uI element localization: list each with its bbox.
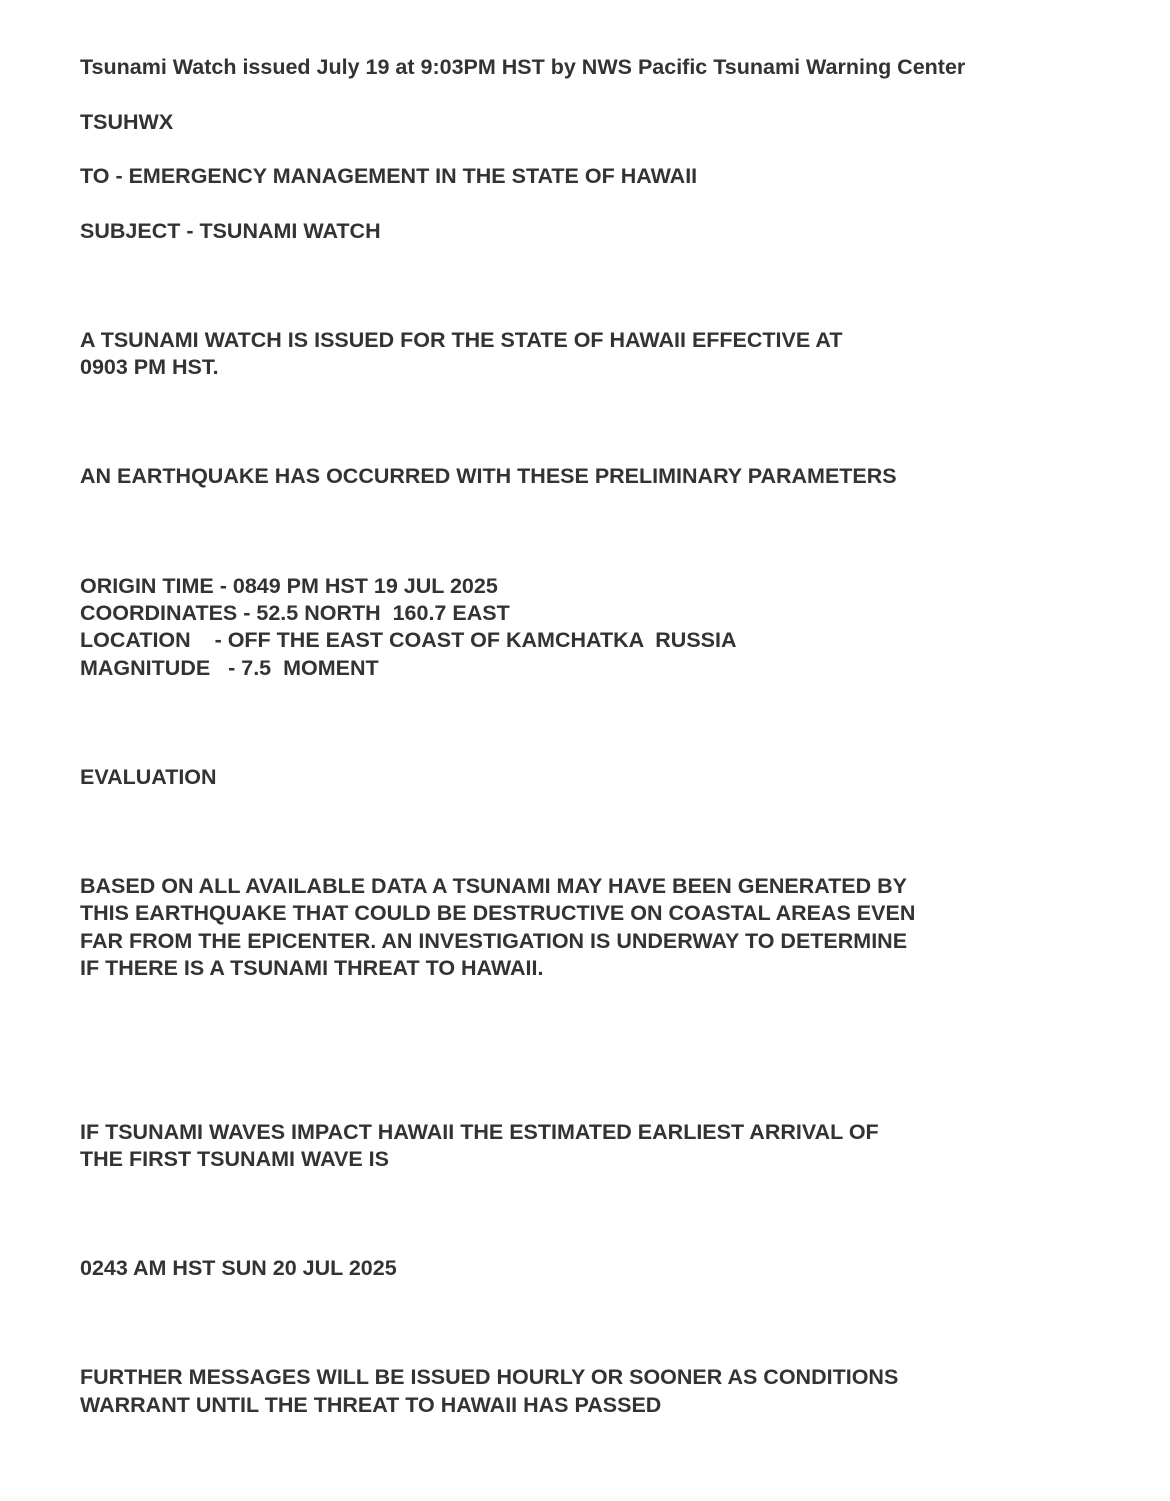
parameter-location: LOCATION - OFF THE EAST COAST OF KAMCHATKA RUSSIA bbox=[80, 628, 737, 653]
earthquake-parameters bbox=[80, 518, 1140, 736]
arrival-line: THE FIRST TSUNAMI WAVE IS bbox=[80, 1146, 389, 1171]
bulletin-code: TSUHWX bbox=[80, 109, 174, 134]
further-line: FURTHER MESSAGES WILL BE ISSUED HOURLY OR SOONER AS CONDITIONS bbox=[80, 1365, 899, 1390]
tsunami-bulletin bbox=[80, 54, 1140, 1501]
arrival-time: 0243 AM HST SUN 20 JUL 2025 bbox=[80, 1256, 397, 1281]
watch-statement bbox=[80, 272, 1140, 436]
watch-line: 0903 PM HST. bbox=[80, 355, 219, 380]
arrival-statement bbox=[80, 1064, 1140, 1228]
parameter-magnitude: MAGNITUDE - 7.5 MOMENT bbox=[80, 655, 379, 680]
arrival-line: IF TSUNAMI WAVES IMPACT HAWAII THE ESTIMATED EARLIEST ARRIVAL OF bbox=[80, 1119, 879, 1144]
subject-line: SUBJECT - TSUNAMI WATCH bbox=[80, 218, 381, 243]
bulletin-title: Tsunami Watch issued July 19 at 9:03PM HST by NWS Pacific Tsunami Warning Center bbox=[80, 55, 966, 79]
recipient-line: TO - EMERGENCY MANAGEMENT IN THE STATE OF HAWAII bbox=[80, 164, 698, 189]
earthquake-intro: AN EARTHQUAKE HAS OCCURRED WITH THESE PRELIMINARY PARAMETERS bbox=[80, 464, 897, 489]
evaluation-line: IF THERE IS A TSUNAMI THREAT TO HAWAII. bbox=[80, 955, 544, 980]
evaluation-line: BASED ON ALL AVAILABLE DATA A TSUNAMI MAY HAVE BEEN GENERATED BY bbox=[80, 873, 907, 898]
watch-line: A TSUNAMI WATCH IS ISSUED FOR THE STATE OF HAWAII EFFECTIVE AT bbox=[80, 327, 843, 352]
further-messages bbox=[80, 1310, 1140, 1474]
evaluation-line: THIS EARTHQUAKE THAT COULD BE DESTRUCTIVE ON COASTAL AREAS EVEN bbox=[80, 901, 916, 926]
further-line: WARRANT UNTIL THE THREAT TO HAWAII HAS PASSED bbox=[80, 1392, 662, 1417]
parameter-coordinates: COORDINATES - 52.5 NORTH 160.7 EAST bbox=[80, 600, 510, 625]
evaluation-line: FAR FROM THE EPICENTER. AN INVESTIGATION IS UNDERWAY TO DETERMINE bbox=[80, 928, 908, 953]
evaluation-heading: EVALUATION bbox=[80, 764, 217, 789]
parameter-origin-time: ORIGIN TIME - 0849 PM HST 19 JUL 2025 bbox=[80, 573, 498, 598]
evaluation-text bbox=[80, 818, 1140, 1036]
